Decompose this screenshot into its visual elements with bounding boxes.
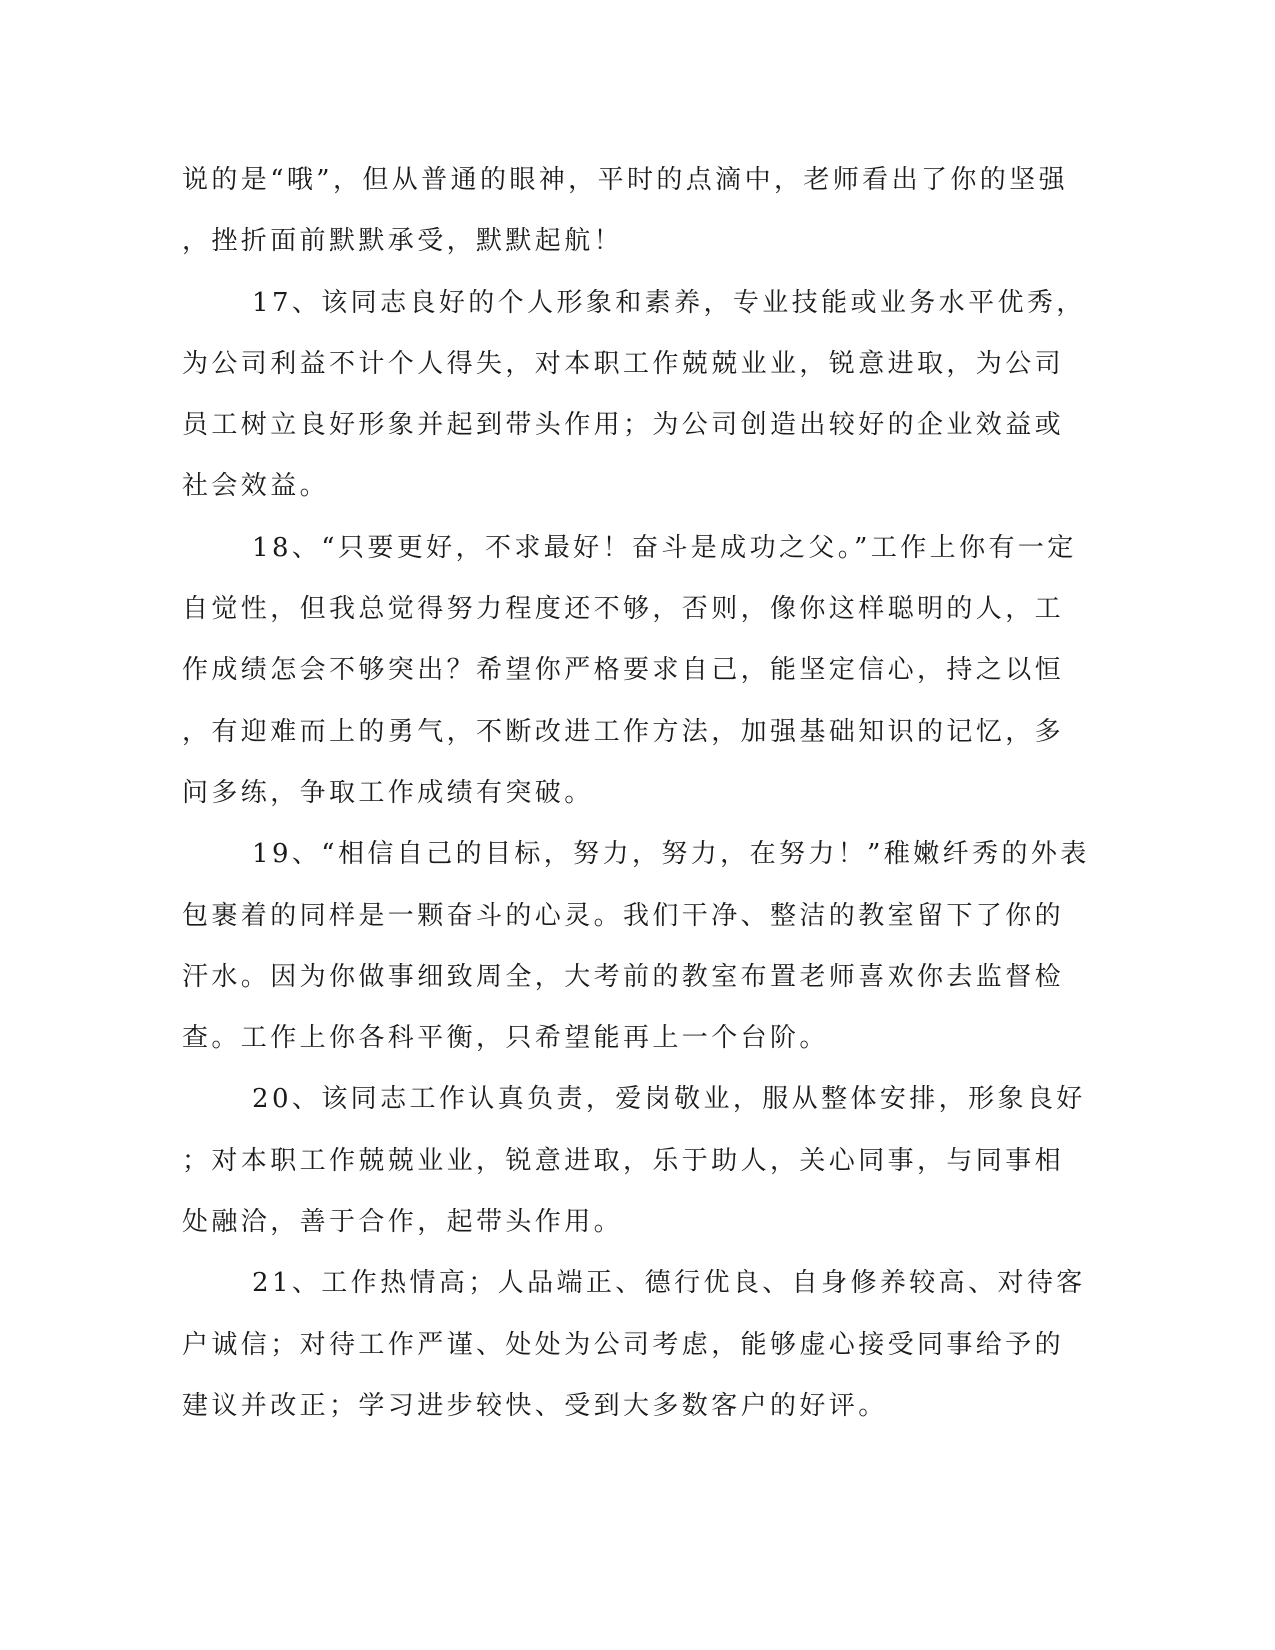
text-line: 处融洽，善于合作，起带头作用。 [182, 1207, 624, 1238]
text-line: 为公司利益不计个人得失，对本职工作兢兢业业，锐意进取，为公司 [182, 348, 1065, 379]
text-line: 社会效益。 [182, 471, 330, 502]
text-line: 作成绩怎会不够突出？希望你严格要求自己，能坚定信心，持之以恒 [182, 655, 1065, 686]
paragraph-19-first-line: 19、“相信自己的目标，努力，努力，在努力！”稚嫩纤秀的外表 [252, 839, 1090, 870]
text-line: 包裹着的同样是一颗奋斗的心灵。我们干净、整洁的教室留下了你的 [182, 900, 1065, 931]
text-line: 汗水。因为你做事细致周全，大考前的教室布置老师喜欢你去监督检 [182, 961, 1065, 992]
paragraph-17-first-line: 17、该同志良好的个人形象和素养，专业技能或业务水平优秀， [252, 287, 1086, 318]
paragraph-20-first-line: 20、该同志工作认真负责，爱岗敬业，服从整体安排，形象良好 [252, 1084, 1086, 1115]
text-line: 自觉性，但我总觉得努力程度还不够，否则，像你这样聪明的人，工 [182, 594, 1065, 625]
text-line: 查。工作上你各科平衡，只希望能再上一个台阶。 [182, 1023, 829, 1054]
body-text [182, 150, 1090, 1437]
text-line: 员工树立良好形象并起到带头作用；为公司创造出较好的企业效益或 [182, 410, 1065, 441]
paragraph-18-first-line: 18、“只要更好，不求最好！奋斗是成功之父。”工作上你有一定 [252, 532, 1077, 563]
paragraph-21-first-line: 21、工作热情高；人品端正、德行优良、自身修养较高、对待客 [252, 1268, 1086, 1299]
text-line: 问多练，争取工作成绩有突破。 [182, 777, 594, 808]
text-line: ，挫折面前默默承受，默默起航！ [182, 226, 624, 257]
text-line: ；对本职工作兢兢业业，锐意进取，乐于助人，关心同事，与同事相 [182, 1145, 1065, 1176]
text-line: 建议并改正；学习进步较快、受到大多数客户的好评。 [182, 1390, 888, 1421]
text-line: ，有迎难而上的勇气，不断改进工作方法，加强基础知识的记忆，多 [182, 716, 1065, 747]
text-line: 户诚信；对待工作严谨、处处为公司考虑，能够虚心接受同事给予的 [182, 1329, 1065, 1360]
text-line: 说的是“哦”，但从普通的眼神，平时的点滴中，老师看出了你的坚强 [182, 165, 1068, 195]
